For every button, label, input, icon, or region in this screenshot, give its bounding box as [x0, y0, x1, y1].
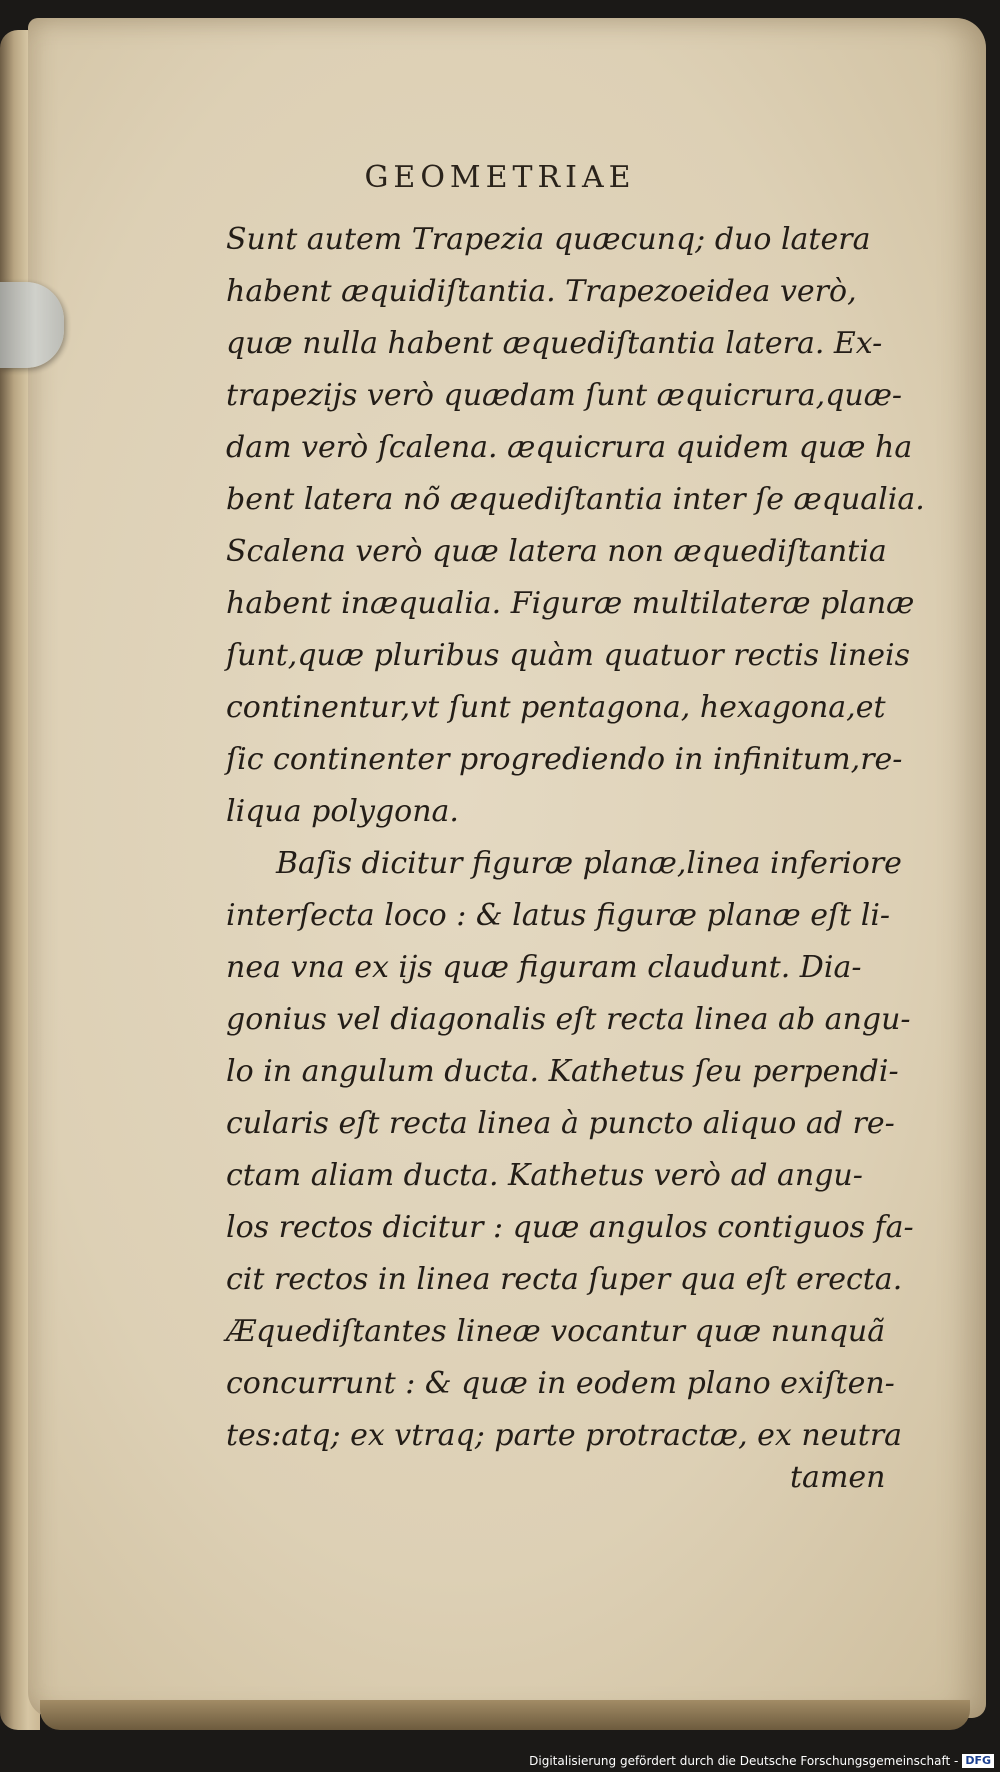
text-line: ctam aliam ducta. Kathetus verò ad angu- — [226, 1158, 863, 1193]
text-line: ſic continenter progrediendo in infinitum,re- — [226, 742, 903, 777]
text-line: concurrunt : & quæ in eodem plano exiſten- — [226, 1366, 895, 1401]
text-line: quæ nulla habent æquediſtantia latera. Ex- — [226, 326, 883, 361]
text-line: los rectos dicitur : quæ angulos contiguos fa- — [226, 1210, 914, 1245]
text-line: trapezijs verò quædam ſunt æquicrura,quæ- — [226, 378, 903, 413]
catchword: tamen — [790, 1460, 886, 1495]
text-line: bent latera nõ æquediſtantia inter ſe æqualia. — [226, 482, 925, 517]
text-line: Æquediſtantes lineæ vocantur quæ nunquã — [226, 1314, 886, 1349]
text-line: interſecta loco : & latus figuræ planæ eſt li- — [226, 898, 891, 933]
bookmark-tab — [0, 282, 64, 368]
text-line: habent inæqualia. Figuræ multilateræ planæ — [226, 586, 915, 621]
text-line: nea vna ex ijs quæ figuram claudunt. Dia- — [226, 950, 862, 985]
text-line: Scalena verò quæ latera non æquediſtantia — [226, 534, 887, 569]
text-line: cit rectos in linea recta ſuper qua eſt erecta. — [226, 1262, 903, 1297]
credit-text: Digitalisierung gefördert durch die Deutsche Forschungsgemeinschaft - — [529, 1754, 959, 1768]
running-head: GEOMETRIAE — [364, 160, 636, 195]
text-line: liqua polygona. — [226, 794, 459, 829]
text-line: lo in angulum ducta. Kathetus ſeu perpendi- — [226, 1054, 899, 1089]
page-text — [226, 214, 946, 1462]
text-line: ſunt,quæ pluribus quàm quatuor rectis lineis — [226, 638, 910, 673]
text-line: dam verò ſcalena. æquicrura quidem quæ ha — [226, 430, 913, 465]
digitization-credit — [529, 1754, 994, 1768]
text-line: continentur,vt ſunt pentagona, hexagona,et — [226, 690, 886, 725]
page-bottom-edge — [40, 1700, 970, 1730]
text-line: Baſis dicitur figuræ planæ,linea inferiore — [276, 846, 902, 881]
text-line: Sunt autem Trapezia quæcunq; duo latera — [226, 222, 871, 257]
text-line: gonius vel diagonalis eſt recta linea ab angu- — [226, 1002, 911, 1037]
text-line: habent æquidiſtantia. Trapezoeidea verò, — [226, 274, 857, 309]
text-line: cularis eſt recta linea à puncto aliquo ad re- — [226, 1106, 895, 1141]
text-line: tes:atq; ex vtraq; parte protractæ, ex neutra — [226, 1418, 903, 1453]
dfg-logo: DFG — [962, 1754, 994, 1768]
